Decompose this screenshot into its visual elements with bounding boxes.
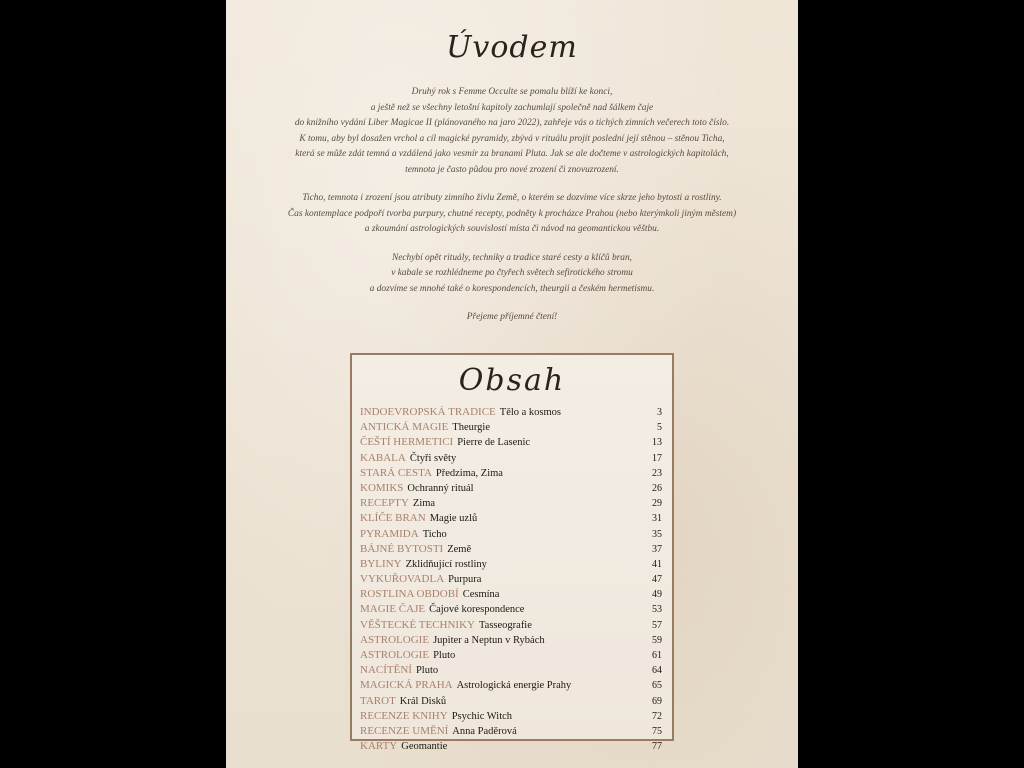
toc-entry — [360, 587, 662, 602]
toc-page-number: 35 — [652, 528, 662, 540]
toc-title: Obsah — [458, 363, 566, 398]
intro-paragraph-2 — [266, 191, 758, 238]
toc-entry — [360, 739, 662, 754]
toc-section: ČEŠTÍ HERMETICI — [360, 436, 454, 449]
toc-page-number: 37 — [652, 543, 662, 555]
magazine-page — [226, 0, 798, 768]
toc-page-number: 29 — [652, 498, 662, 510]
toc-entry-title: Tasseografie — [478, 619, 532, 631]
toc-entry — [360, 633, 662, 648]
toc-section: KLÍČE BRAN — [360, 512, 426, 525]
toc-page-number: 47 — [652, 574, 662, 586]
toc-page-number: 49 — [652, 589, 662, 601]
toc-entry — [360, 663, 662, 678]
intro-line: v kabale se rozhlédneme po čtyřech světech sefirotického stromu — [391, 268, 633, 278]
toc-entry-title: Čajové korespondence — [429, 604, 525, 616]
toc-section: VĚŠTECKÉ TECHNIKY — [360, 618, 475, 631]
toc-entry-title: Zklidňující rostliny — [405, 558, 487, 570]
toc-entry-title: Pluto — [415, 665, 439, 677]
toc-section: ANTICKÁ MAGIE — [360, 421, 449, 434]
toc-section: PYRAMIDA — [360, 527, 419, 540]
toc-entry — [360, 405, 662, 420]
intro-line: a ještě než se všechny letošní kapitoly zachumlají společně nad šálkem čaje — [370, 102, 654, 113]
intro-line: a dozvíme se mnohé také o korespondencích, theurgii a českém hermetismu. — [369, 283, 655, 294]
intro-line: temnota je často půdou pro nové zrození či znovuzrození. — [405, 164, 619, 175]
toc-page-number: 65 — [652, 680, 662, 692]
toc-entry — [360, 694, 662, 709]
toc-entry-title: Cesmína — [462, 589, 500, 601]
toc-entry — [360, 466, 662, 481]
toc-entry-title: Pierre de Lasenic — [457, 437, 531, 449]
toc-page-number: 59 — [652, 634, 662, 646]
toc-entry-title: Jupiter a Neptun v Rybách — [433, 634, 545, 646]
toc-section: MAGIE ČAJE — [360, 603, 426, 616]
toc-entry — [360, 542, 662, 557]
toc-section: ASTROLOGIE — [360, 649, 430, 661]
toc-page-number: 57 — [652, 619, 662, 631]
toc-page-number: 69 — [652, 695, 662, 707]
toc-entry — [360, 496, 662, 511]
toc-entry — [360, 435, 662, 450]
toc-section: BYLINY — [360, 557, 402, 570]
toc-section: TAROT — [360, 694, 396, 707]
toc-entry — [360, 527, 662, 542]
toc-page-number: 23 — [652, 467, 662, 479]
toc-page-number: 53 — [652, 604, 662, 616]
toc-section: RECENZE KNIHY — [360, 709, 448, 722]
intro-line: do knižního vydání Liber Magicae II (plánovaného na jaro 2022), zahřeje vás o tichých zimních večerech toto číslo. — [294, 118, 730, 128]
toc-entry-title: Magie uzlů — [429, 513, 478, 525]
toc-page-number: 26 — [652, 482, 662, 494]
intro-line: Čas kontemplace podpoří tvorba purpury, chutné recepty, podněty k procházce Prahou (nebo kterýmkoli jiným městem) — [287, 208, 737, 219]
toc-page-number: 64 — [652, 665, 662, 677]
toc-entry — [360, 618, 662, 633]
toc-entry-title: Předzima, Zima — [435, 467, 503, 479]
toc-section: KARTY — [360, 740, 398, 753]
toc-section: NACÍTĚNÍ — [360, 664, 412, 677]
toc-section: RECEPTY — [360, 497, 409, 510]
intro-line: K tomu, aby byl dosažen vrchol a cíl magické pyramidy, zbývá v rituálu projít poslední její stěnou – stěnou Ticha, — [299, 133, 725, 144]
toc-page-number: 72 — [652, 710, 662, 722]
toc-entry-title: Ochranný rituál — [407, 482, 474, 494]
toc-page-number: 41 — [652, 558, 662, 570]
intro-line: která se může zdát temná a vzdálená jako vesmír za branami Pluta. Jak se ale dočteme v astrologických kapitolách, — [295, 149, 729, 159]
intro-paragraph-1 — [266, 85, 758, 178]
toc-page-number: 5 — [657, 422, 662, 434]
toc-page-number: 13 — [652, 437, 662, 449]
toc-page-number: 31 — [652, 513, 662, 525]
toc-section: ROSTLINA OBDOBÍ — [360, 588, 459, 601]
intro-line: Nechybí opět rituály, techniky a tradice staré cesty a klíčů bran, — [391, 252, 633, 263]
toc-section: STARÁ CESTA — [360, 466, 432, 479]
toc-entry-title: Anna Paděrová — [452, 725, 517, 737]
toc-entry-title: Psychic Witch — [451, 710, 513, 722]
toc-page-number: 17 — [652, 452, 662, 464]
toc-section: ASTROLOGIE — [360, 633, 430, 646]
toc-entry-title: Purpura — [448, 574, 482, 586]
toc-entry — [360, 511, 662, 526]
intro-title: Úvodem — [446, 30, 578, 65]
toc-entry-title: Král Disků — [399, 695, 447, 707]
toc-entry-title: Zima — [412, 498, 436, 510]
toc-section: KABALA — [360, 451, 406, 464]
intro-text — [266, 85, 758, 339]
toc-page-number: 77 — [652, 741, 662, 753]
intro-paragraph-3 — [266, 251, 758, 298]
intro-line: Přejeme příjemné čtení! — [466, 312, 558, 322]
toc-page-number: 3 — [657, 407, 662, 418]
toc-entry-title: Geomantie — [401, 741, 448, 753]
toc-entry — [360, 724, 662, 739]
toc-section: INDOEVROPSKÁ TRADICE — [360, 406, 496, 418]
toc-section: RECENZE UMĚNÍ — [360, 724, 449, 737]
toc-entry — [360, 678, 662, 693]
toc-page-number: 61 — [652, 650, 662, 661]
toc-entry-title: Astrologická energie Prahy — [456, 680, 572, 692]
toc-entry — [360, 481, 662, 496]
toc-entry-title: Tělo a kosmos — [499, 407, 562, 418]
toc-entry-title: Země — [447, 543, 472, 555]
toc-entry — [360, 648, 662, 663]
toc-entry-title: Pluto — [433, 650, 456, 661]
toc-entry — [360, 557, 662, 572]
intro-line: Ticho, temnota i zrození jsou atributy zimního živlu Země, o kterém se dozvíme více skrze jeho bytosti a rostliny. — [302, 193, 722, 203]
toc-entry — [360, 602, 662, 617]
toc-entry — [360, 451, 662, 466]
toc-entry — [360, 420, 662, 435]
table-of-contents — [350, 353, 674, 753]
toc-entry — [360, 709, 662, 724]
intro-line: a zkoumání astrologických souvislostí místa či návod na geomantickou věštbu. — [364, 224, 660, 234]
intro-paragraph-4 — [266, 310, 758, 326]
toc-entry — [360, 572, 662, 587]
toc-section: VYKUŘOVADLA — [360, 573, 445, 586]
toc-entry-title: Čtyři světy — [409, 452, 457, 464]
toc-entry-title: Ticho — [422, 528, 447, 540]
toc-page-number: 75 — [652, 725, 662, 737]
toc-section: MAGICKÁ PRAHA — [360, 679, 453, 692]
toc-list — [360, 405, 662, 754]
toc-entry-title: Theurgie — [452, 422, 491, 434]
intro-line: Druhý rok s Femme Occulte se pomalu blíží ke konci, — [411, 87, 613, 97]
toc-section: KOMIKS — [360, 481, 404, 494]
toc-section: BÁJNÉ BYTOSTI — [360, 542, 444, 555]
